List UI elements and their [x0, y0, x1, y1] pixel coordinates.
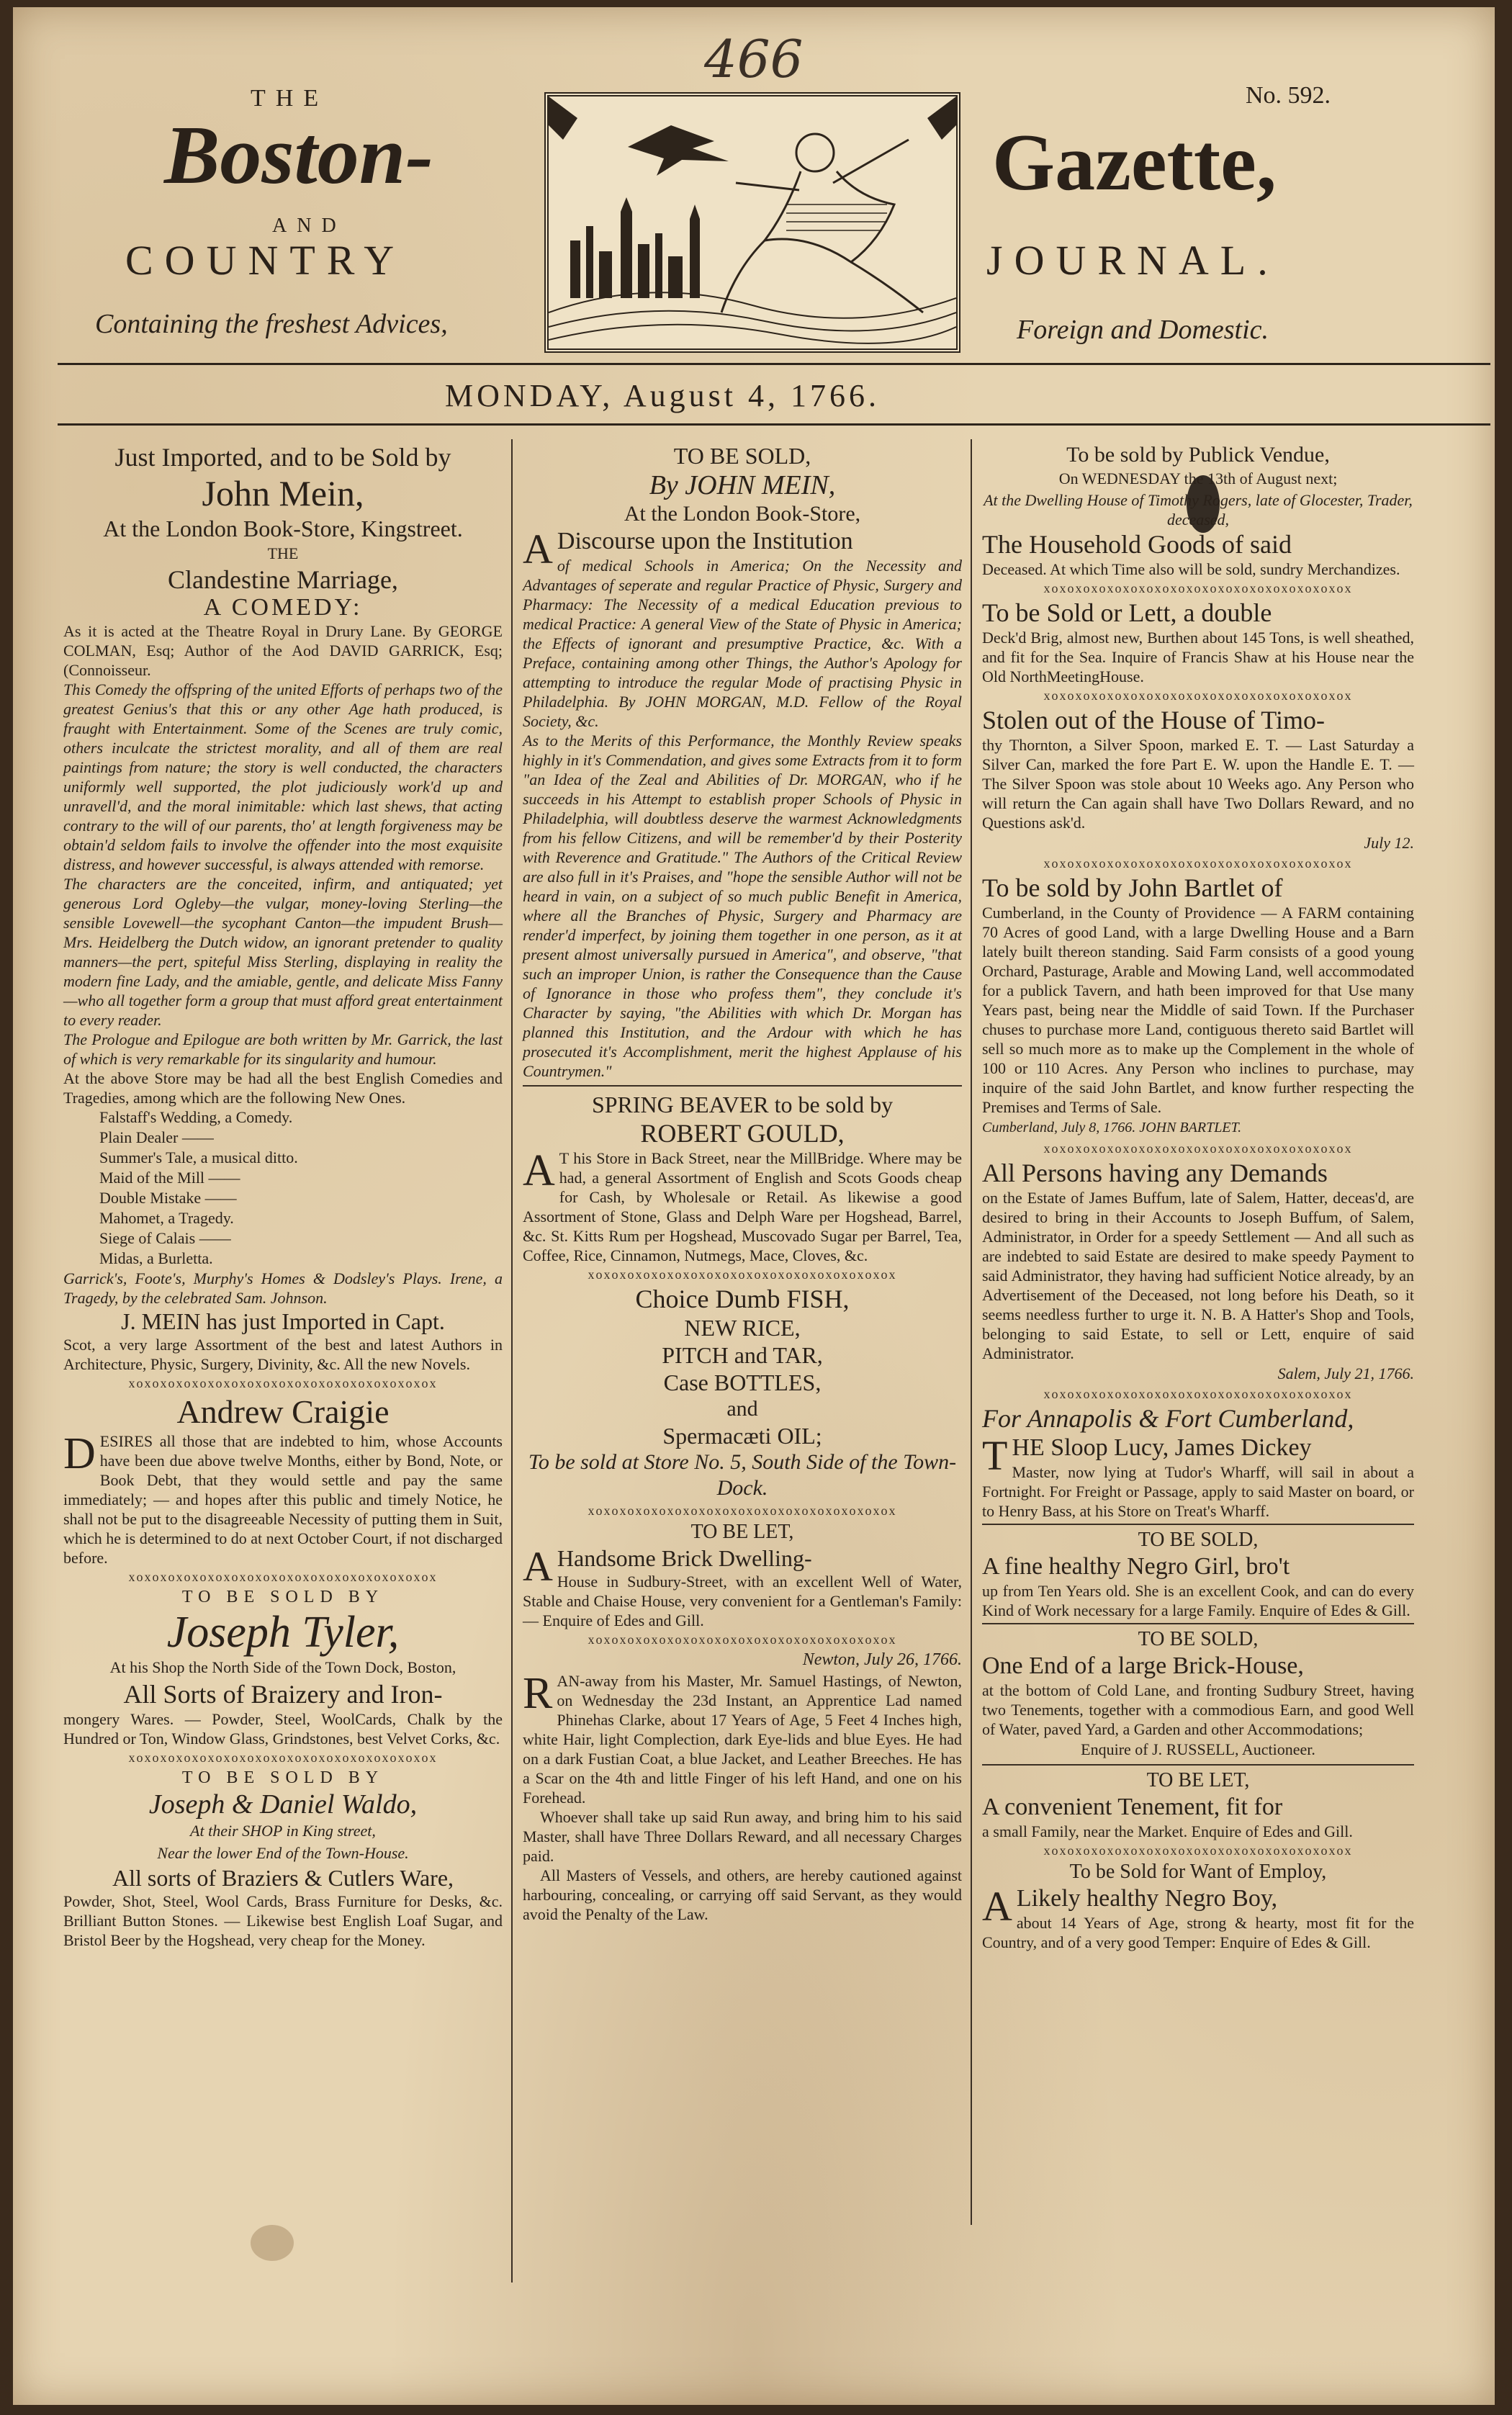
book-title: Clandestine Marriage,	[168, 565, 398, 594]
ornament-separator: xoxoxoxoxoxoxoxoxoxoxoxoxoxoxoxoxoxoxox	[588, 1503, 897, 1518]
ad-subheading: On WEDNESDAY the 13th of August next;	[1058, 469, 1338, 487]
ad-heading: TO BE SOLD BY	[181, 1768, 384, 1787]
craigie-body: ESIRES all those that are indebted to him, whose Accounts have been due above twelve Months, either by Bond, Note, or Book Debt, that they would settle and pay the same immediately; — and hopes after this public and timely Notice, he shall not be put to the disagreeable Necessity of putting them in Suit, which he is determined to do at next October Court, if not discharged before.	[63, 1431, 503, 1567]
ad-body: House in Sudbury-Street, with an excellent Well of Water, Stable and Chaise House, very convenient for a Gentleman's Family: — Enquire of Edes and Gill.	[523, 1573, 962, 1629]
ad-body: at the bottom of Cold Lane, and fronting Sudbury Street, having two Tenements, together with a commodious Earn, and good Well of Water, paved Yard, a Garden and other Accommodations;	[982, 1681, 1414, 1738]
masthead-boston: Boston-	[164, 109, 433, 202]
ornament-separator: xoxoxoxoxoxoxoxoxoxoxoxoxoxoxoxoxoxoxox	[588, 1632, 897, 1647]
goods-item: and	[726, 1397, 758, 1421]
plays-list	[63, 1107, 503, 1269]
mein-import-body: Scot, a very large Assortment of the best and latest Authors in Architecture, Physic, Surgery, Divinity, &c. All the new Novels.	[63, 1335, 503, 1373]
ad-title: Stolen out of the House of Timo-	[982, 705, 1326, 734]
ad-heading	[523, 1543, 962, 1590]
play-item: Summer's Tale, a musical ditto.	[99, 1148, 298, 1166]
ornament-separator: xoxoxoxoxoxoxoxoxoxoxoxoxoxoxoxoxoxoxox	[1043, 1843, 1353, 1858]
ad-signature: Enquire of J. RUSSELL, Auctioneer.	[1081, 1740, 1315, 1758]
handwritten-page-number: 466	[704, 29, 804, 89]
column-3	[982, 442, 1414, 1952]
ad-body: about 14 Years of Age, strong & hearty, most fit for the Country, and of a very good Temper: Enquire of Edes & Gill.	[982, 1913, 1414, 1951]
masthead-and: AND	[272, 215, 346, 237]
masthead-journal: JOURNAL.	[986, 237, 1279, 284]
ad-title: A fine healthy Negro Girl, bro't	[982, 1553, 1290, 1580]
play-item: Maid of the Mill ——	[99, 1168, 240, 1187]
advertiser-name: Joseph Tyler,	[166, 1608, 400, 1657]
ornament-separator: xoxoxoxoxoxoxoxoxoxoxoxoxoxoxoxoxoxoxox	[128, 1750, 438, 1765]
book-characters: The characters are the conceited, infirm, and antiquated; yet generous Lord Ogleby—the vulgar, money-loving Sterling—the sensible Lovewell—the sycophant Canton—the impudent Brush—Mrs. Heidelberg the Dutch widow, an ignorant pretender to quality manners—the pert, spiteful Miss Sterling, displaying in reality the modern fine Lady, and the amiable, gentle, and delicate Miss Fanny—who all together form a group that must afford great entertainment to every reader.	[63, 874, 503, 1029]
plays-note: Garrick's, Foote's, Murphy's Homes & Dodsley's Plays. Irene, a Tragedy, by the celebrated Sam. Johnson.	[63, 1269, 503, 1307]
ad-body: up from Ten Years old. She is an excellent Cook, and can do every Kind of Work necessary for a large Family. Enquire of Edes & Gill.	[982, 1582, 1414, 1619]
drop-cap: A	[523, 1146, 555, 1195]
ad-body: Cumberland, in the County of Providence — A FARM containing 70 Acres of good Land, with a large Dwelling House and a Barn lately built thereon standing. Said Farm consists of a good young Orchard, Pasturage, Arable and Mowing Land, well accommodated for a publick Tavern, and hath been improved for that Use many Years past, being near the Middle of said Town. If the Purchaser chuses to purchase more Land, contiguous thereto said Bartlet will sell so much more as to make up the Complement in the whole of 100 or 110 Acres. Any Person who inclines to purchase, may inquire of the said John Bartlet, and know further respecting the Premises and Terms of Sale.	[982, 904, 1414, 1116]
ad-title: To be sold by John Bartlet of	[982, 873, 1283, 902]
ad-heading: To be Sold for Want of Employ,	[1069, 1860, 1327, 1883]
ad-heading: TO BE SOLD,	[1138, 1529, 1259, 1551]
ad-heading: All Sorts of Braizery and Iron-	[123, 1679, 443, 1709]
ornament-separator: xoxoxoxoxoxoxoxoxoxoxoxoxoxoxoxoxoxoxox	[1043, 688, 1353, 703]
ad-title: For Annapolis & Fort Cumberland,	[982, 1404, 1354, 1433]
ornament-separator: xoxoxoxoxoxoxoxoxoxoxoxoxoxoxoxoxoxoxox	[1043, 1387, 1353, 1401]
play-item: Double Mistake ——	[99, 1188, 237, 1207]
woodcut-illustration	[549, 96, 956, 348]
ornament-separator: xoxoxoxoxoxoxoxoxoxoxoxoxoxoxoxoxoxoxox	[1043, 1141, 1353, 1156]
play-item: Plain Dealer ——	[99, 1128, 214, 1146]
ad-body: on the Estate of James Buffum, late of Salem, Hatter, deceas'd, are desired to bring in their Accounts to Joseph Buffum, of Salem, Administrator, in Order for a speedy Settlement — And all such as are indebted to said Estate are desired to make speedy Payment to said Administrator, they having had sufficient Notice already, by an Advertisement of the Deceased, not long before his Death, so it seems needless further to urge it. N. B. A Hatter's Shop and Tools, belonging to said Estate, to sell or Lett, enquire of said Administrator.	[982, 1188, 1414, 1362]
ad-body: All Masters of Vessels, and others, are hereby cautioned against harbouring, concealing, or carrying off said Servant, as they would avoid the Penalty of the Law.	[523, 1866, 962, 1923]
section-rule	[982, 1764, 1414, 1766]
mein-import-heading: J. MEIN has just Imported in Capt.	[121, 1308, 445, 1334]
ad-heading: TO BE LET,	[1146, 1768, 1250, 1791]
ad-heading: TO BE SOLD,	[673, 443, 811, 469]
masthead-rule-top	[58, 363, 1490, 365]
section-rule	[523, 1085, 962, 1087]
ad-body: Master, now lying at Tudor's Wharff, will sail in about a Fortnight. For Freight or Passage, apply to said Master on board, or to Henry Bass, at his Store on Treat's Wharff.	[982, 1463, 1414, 1520]
book-genre: A COMEDY:	[203, 593, 363, 621]
ad-address: Near the lower End of the Town-House.	[157, 1843, 409, 1862]
ad-title: Handsome Brick Dwelling-	[557, 1545, 812, 1571]
column-divider-2	[971, 439, 972, 2225]
book-title: Discourse upon the Institution	[557, 528, 853, 554]
ornament-separator: xoxoxoxoxoxoxoxoxoxoxoxoxoxoxoxoxoxoxox	[588, 1267, 897, 1282]
ornament-separator: xoxoxoxoxoxoxoxoxoxoxoxoxoxoxoxoxoxoxox	[1043, 580, 1353, 595]
goods-item: PITCH and TAR,	[662, 1342, 823, 1368]
book-prologue: The Prologue and Epilogue are both written by Mr. Garrick, the last of which is very remarkable for its singularity and humour.	[63, 1030, 503, 1068]
ad-address: At the London Book-Store, Kingstreet.	[103, 516, 463, 541]
ad-title-text: Likely healthy Negro Boy,	[1016, 1884, 1278, 1912]
column-1	[63, 442, 503, 1950]
ad-address: At the Dwelling House of Timothy Rogers, late of Glocester, Trader, deceased,	[984, 490, 1413, 529]
advertiser-name: By JOHN MEIN,	[649, 470, 836, 500]
book-reviews: As to the Merits of this Performance, the Monthly Review speaks highly in it's Commendation, and gives some Extracts from it to form "an Idea of the Zeal and Abilities of Dr. MORGAN, who if he succeeds in his Attempt to establish proper Schools of Physic in Philadelphia, will doubtless deserve the warmest Acknowledgments from his fellow Citizens, and will be remember'd by their Posterity with Reverence and Gratitude." The Authors of the Critical Review are also full in it's Praises, and "hope the sensible Author will not be heard in vain, on a subject of so much public Benefit in America, where all the Branches of Physic, Surgery and Pharmacy are render'd imperfect, by joining them together in one person, as it at present almost universally pursued in America", and observe, "that such an improper Union, is rather the Consequence than the Cause of Ignorance in those who profess them", they conclude it's Character by saying, "the Abilities with which Dr. Morgan has planned this Institution, and the Ardour with which he has prosecuted it's Accomplishment, merit the highest Applause of his Countrymen."	[523, 732, 962, 1080]
ad-label: THE	[267, 544, 299, 562]
goods-item: NEW RICE,	[684, 1315, 801, 1341]
craigie-notice	[63, 1431, 503, 1568]
section-rule	[982, 1524, 1414, 1525]
play-item: Midas, a Burletta.	[99, 1249, 213, 1267]
goods-item: Case BOTTLES,	[663, 1370, 822, 1395]
ad-body: mongery Wares. — Powder, Steel, WoolCards, Chalk by the Hundred or Ton, Window Glass, Grindstones, best Velvet Corks, &c.	[63, 1709, 503, 1748]
ad-title	[982, 1882, 1414, 1930]
ad-signature: Cumberland, July 8, 1766. JOHN BARTLET.	[982, 1120, 1242, 1135]
column-2	[523, 442, 962, 1924]
ad-body: thy Thornton, a Silver Spoon, marked E. T. — Last Saturday a Silver Can, marked the fore Part E. W. upon the Handle E. T. — The Silver Spoon was stole about 10 Weeks ago. Any Person who will return the Can again shall have Two Dollars Reward, and no Questions ask'd.	[982, 735, 1414, 832]
play-item: Falstaff's Wedding, a Comedy.	[99, 1107, 293, 1126]
masthead-woodcut	[544, 92, 960, 353]
goods-item: Choice Dumb FISH,	[635, 1285, 850, 1313]
ad-address: At his Shop the North Side of the Town Dock, Boston,	[109, 1658, 456, 1676]
book-description: This Comedy the offspring of the united Efforts of perhaps two of the greatest Genius's that this or any other Age hath produced, is fraught with Entertainment. Some of the Scenes are truly comic, others inculcate the strictest morality, and all of them are real paintings from nature; the story is well conducted, the characters uniformly well supported, the plot judiciously work'd up and unravell'd, and the moral inimitable: which last shews, that acting contrary to the will of our parents, tho' at length forgiveness may be obtain'd seldom fails to involve the offender into the most exquisite distress, and however successful, is always attended with remorse.	[63, 680, 503, 873]
drop-cap: A	[523, 1543, 553, 1590]
masthead-gazette: Gazette,	[992, 118, 1277, 207]
drop-cap: D	[63, 1429, 96, 1478]
advertiser-name: John Mein,	[202, 473, 364, 513]
masthead-rule-bottom	[58, 423, 1490, 426]
ornament-separator: xoxoxoxoxoxoxoxoxoxoxoxoxoxoxoxoxoxoxox	[128, 1569, 438, 1584]
ink-stain	[251, 2225, 294, 2261]
ad-title: The Household Goods of said	[982, 529, 1292, 559]
dateline: MONDAY, August 4, 1766.	[445, 378, 880, 413]
ad-heading	[523, 526, 962, 572]
ad-title	[982, 1432, 1414, 1479]
ad-body: T his Store in Back Street, near the MillBridge. Where may be had, a general Assortment of English and Scots Goods cheap for Cash, by Wholesale or Retail. As likewise a good Assortment of Stone, Glass and Delph Ware per Hogshead, Barrel, &c. St. Kitts Rum per Hogshead, Muscovado Sugar per Barrel, Tea, Coffee, Rice, Cinnamon, Nutmegs, Mace, Cloves, &c.	[523, 1149, 962, 1264]
ad-title-text: HE Sloop Lucy, James Dickey	[1012, 1434, 1312, 1461]
ad-title: All Persons having any Demands	[982, 1158, 1328, 1187]
ad-heading: All sorts of Braziers & Cutlers Ware,	[112, 1865, 454, 1891]
advertiser-name: ROBERT GOULD,	[640, 1119, 845, 1148]
ad-body: Deceased. At which Time also will be sold, sundry Merchandizes.	[982, 559, 1400, 578]
drop-cap: A	[982, 1882, 1012, 1930]
ad-dateline: July 12.	[1364, 833, 1414, 852]
ad-title: To be Sold or Lett, a double	[982, 598, 1272, 627]
ornament-separator: xoxoxoxoxoxoxoxoxoxoxoxoxoxoxoxoxoxoxox	[1043, 856, 1353, 871]
play-item: Siege of Calais ——	[99, 1228, 231, 1247]
ad-body: Whoever shall take up said Run away, and bring him to his said Master, shall have Three Dollars Reward, and all necessary Charges paid.	[523, 1807, 962, 1865]
ad-dateline: Salem, July 21, 1766.	[1277, 1364, 1414, 1382]
issue-number: No. 592.	[1246, 82, 1331, 109]
drop-cap: A	[523, 526, 553, 572]
runaway-notice	[523, 1668, 962, 1807]
subtitle-right: Foreign and Domestic.	[1017, 315, 1269, 345]
drop-cap: R	[523, 1668, 553, 1718]
goods-item: Spermacæti OIL;	[662, 1423, 822, 1449]
section-rule	[982, 1623, 1414, 1624]
goods-location: To be sold at Store No. 5, South Side of the Town-Dock.	[528, 1450, 957, 1500]
ad-body: AN-away from his Master, Mr. Samuel Hastings, of Newton, on Wednesday the 23d Instant, an Apprentice Lad named Phinehas Clarke, about 17 Years of Age, 5 Feet 4 Inches high, white Hair, light Complection, dark Eye-lids and blue Eyes. He had on a dark Fustian Coat, a blue Jacket, and Leather Breeches. He has a Scar on the 4th and little Finger of his left Hand, and one on his Forehead.	[523, 1671, 962, 1807]
ad-heading: SPRING BEAVER to be sold by	[591, 1092, 894, 1117]
ad-body: Deck'd Brig, almost new, Burthen about 145 Tons, is well sheathed, and fit for the Sea. Inquire of Francis Shaw at his House near the Old NorthMeetingHouse.	[982, 628, 1414, 685]
ad-address: At the London Book-Store,	[624, 502, 861, 526]
ad-title: One End of a large Brick-House,	[982, 1652, 1304, 1679]
advertiser-name: Joseph & Daniel Waldo,	[148, 1789, 418, 1820]
ad-dateline: Newton, July 26, 1766.	[802, 1650, 962, 1669]
gould-notice	[523, 1148, 962, 1265]
drop-cap: T	[982, 1432, 1008, 1479]
subtitle-left: Containing the freshest Advices,	[95, 309, 448, 339]
column-divider-1	[511, 439, 513, 2283]
book-description: of medical Schools in America; On the Necessity and Advantages of seperate and regular Practice of Physic, Surgery and Pharmacy: The Necessity of a medical Education previous to medical Practice: A general View of the State of Physic in America; the Effects of ignorant and presumptive Practice, &c. With a Preface, containing among other Things, the Author's Apology for attempting to introduce the regular Mode of practising Physic in Philadelphia. By JOHN MORGAN, M.D. Fellow of the Royal Society, &c.	[523, 557, 962, 730]
play-item: Mahomet, a Tragedy.	[99, 1208, 234, 1227]
masthead-the: THE	[251, 85, 329, 112]
advertiser-name: Andrew Craigie	[176, 1393, 390, 1430]
store-note: At the above Store may be had all the best English Comedies and Tragedies, among which are the following New Ones.	[63, 1069, 503, 1107]
ad-heading: Just Imported, and to be Sold by	[114, 443, 451, 472]
ad-body: a small Family, near the Market. Enquire of Edes and Gill.	[982, 1822, 1353, 1840]
ad-address: At their SHOP in King street,	[190, 1822, 376, 1840]
book-credits: As it is acted at the Theatre Royal in Drury Lane. By GEORGE COLMAN, Esq; Author of the Aod DAVID GARRICK, Esq; (Connoisseur.	[63, 621, 503, 679]
ad-heading: TO BE LET,	[690, 1521, 794, 1543]
ornament-separator: xoxoxoxoxoxoxoxoxoxoxoxoxoxoxoxoxoxoxox	[128, 1375, 438, 1390]
ad-title: A convenient Tenement, fit for	[982, 1793, 1283, 1820]
masthead-country: COUNTRY	[125, 237, 406, 284]
ad-body: Powder, Shot, Steel, Wool Cards, Brass Furniture for Desks, &c. Brilliant Button Stones. — Likewise best English Loaf Sugar, and Bristol Beer by the Hogshead, very cheap for the Money.	[63, 1892, 503, 1949]
ad-heading: To be sold by Publick Vendue,	[1066, 443, 1330, 467]
newspaper-page	[13, 7, 1495, 2405]
ad-heading: TO BE SOLD,	[1138, 1628, 1259, 1650]
ad-heading: TO BE SOLD BY	[181, 1587, 384, 1606]
